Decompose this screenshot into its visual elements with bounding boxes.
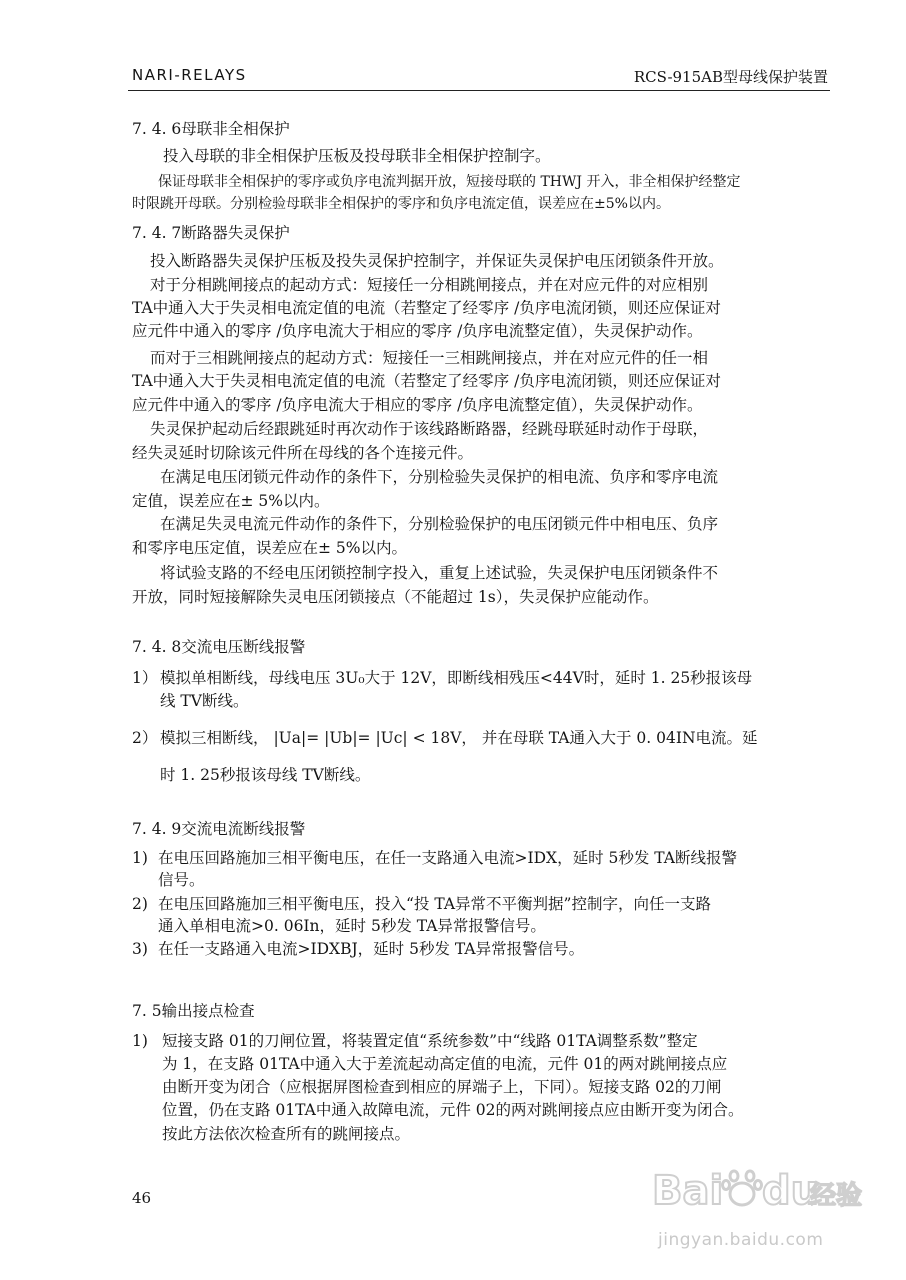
paragraph-line: 经失灵延时切除该元件所在母线的各个连接元件。 xyxy=(132,444,474,462)
paragraph-line: 对于分相跳闸接点的起动方式：短接任一分相跳闸接点，并在对应元件的对应相别 xyxy=(150,276,709,294)
paragraph-line: 保证母联非全相保护的零序或负序电流判据开放，短接母联的 THWJ 开入，非全相保护经整定 xyxy=(158,174,741,190)
list-text: 通入单相电流>0. 06In，延时 5秒发 TA异常报警信号。 xyxy=(158,917,546,935)
list-number: 1） xyxy=(132,669,158,687)
section-heading-749: 7. 4. 9交流电流断线报警 xyxy=(132,820,306,838)
paragraph-line: TA中通入大于失灵相电流定值的电流（若整定了经零序 /负序电流闭锁，则还应保证对 xyxy=(132,299,721,317)
header-title: RCS-915AB型母线保护装置 xyxy=(633,68,828,86)
list-number: 3) xyxy=(132,940,148,958)
svg-text:Bai: Bai xyxy=(652,1168,724,1214)
list-text: 由断开变为闭合（应根据屏图检查到相应的屏端子上，下同）。短接支路 02的刀闸 xyxy=(162,1078,722,1096)
watermark-url: jingyan.baidu.com xyxy=(658,1230,824,1250)
section-heading-747: 7. 4. 7断路器失灵保护 xyxy=(132,224,290,242)
list-text: 为 1，在支路 01TA中通入大于差流起动高定值的电流，元件 01的两对跳闸接点应 xyxy=(162,1055,728,1073)
section-heading-746: 7. 4. 6母联非全相保护 xyxy=(132,120,290,138)
page-number: 46 xyxy=(132,1189,152,1207)
paragraph-line: 投入母联的非全相保护压板及投母联非全相保护控制字。 xyxy=(163,147,551,165)
paragraph-line: 将试验支路的不经电压闭锁控制字投入，重复上述试验，失灵保护电压闭锁条件不 xyxy=(160,564,719,582)
list-text: 线 TV断线。 xyxy=(160,692,249,710)
paragraph-line: 投入断路器失灵保护压板及投失灵保护控制字，并保证失灵保护电压闭锁条件开放。 xyxy=(150,252,724,270)
list-text: 在电压回路施加三相平衡电压，投入“投 TA异常不平衡判据”控制字，向任一支路 xyxy=(158,895,711,913)
svg-text:经验: 经验 xyxy=(810,1181,863,1211)
svg-text:du: du xyxy=(762,1168,820,1214)
list-text: 按此方法依次检查所有的跳闸接点。 xyxy=(162,1125,411,1143)
list-number: 1) xyxy=(132,849,148,867)
list-text: 在电压回路施加三相平衡电压，在任一支路通入电流>IDX，延时 5秒发 TA断线报警 xyxy=(158,849,737,867)
list-text: 位置，仍在支路 01TA中通入故障电流，元件 02的两对跳闸接点应由断开变为闭合。 xyxy=(162,1101,744,1119)
paragraph-line: 而对于三相跳闸接点的起动方式：短接任一三相跳闸接点，并在对应元件的任一相 xyxy=(150,349,709,367)
paragraph-line: 在满足电压闭锁元件动作的条件下，分别检验失灵保护的相电流、负序和零序电流 xyxy=(160,468,719,486)
section-heading-748: 7. 4. 8交流电压断线报警 xyxy=(132,638,306,656)
list-text-part: 并在母联 TA通入大于 0. 04IN电流。延 xyxy=(481,729,758,747)
baidu-jingyan-logo xyxy=(650,1160,870,1230)
list-text: 时 1. 25秒报该母线 TV断线。 xyxy=(160,766,371,784)
section-heading-75: 7. 5输出接点检查 xyxy=(132,1002,255,1020)
paragraph-line: 在满足失灵电流元件动作的条件下，分别检验保护的电压闭锁元件中相电压、负序 xyxy=(160,515,719,533)
paragraph-line: TA中通入大于失灵相电流定值的电流（若整定了经零序 /负序电流闭锁，则还应保证对 xyxy=(132,372,721,390)
paragraph-line: 应元件中通入的零序 /负序电流大于相应的零序 /负序电流整定值），失灵保护动作。 xyxy=(132,396,703,414)
paragraph-line: 时限跳开母联。分别检验母联非全相保护的零序和负序电流定值，误差应在±5%以内。 xyxy=(132,196,670,212)
paragraph-line: 应元件中通入的零序 /负序电流大于相应的零序 /负序电流整定值），失灵保护动作。 xyxy=(132,322,703,340)
header-company: NARI-RELAYS xyxy=(132,66,247,84)
list-text: 信号。 xyxy=(158,871,205,889)
list-number: 2) xyxy=(132,895,148,913)
watermark xyxy=(650,1160,870,1260)
list-text xyxy=(160,727,758,750)
list-text-part: 模拟三相断线， xyxy=(160,729,269,747)
paragraph-line: 定值，误差应在± 5%以内。 xyxy=(132,492,330,510)
list-text: 短接支路 01的刀闸位置，将装置定值“系统参数”中“线路 01TA调整系数”整定 xyxy=(162,1032,698,1050)
paragraph-line: 和零序电压定值，误差应在± 5%以内。 xyxy=(132,539,408,557)
voltage-formula: |Ua|= |Ub|= |Uc| < 18V， xyxy=(273,729,477,747)
list-number: 2） xyxy=(132,729,158,747)
list-text: 模拟单相断线，母线电压 3U₀大于 12V，即断线相残压<44V时，延时 1. 25秒报该母 xyxy=(160,669,753,687)
paragraph-line: 开放，同时短接解除失灵电压闭锁接点（不能超过 1s），失灵保护应能动作。 xyxy=(132,588,659,606)
header-rule xyxy=(128,90,830,91)
list-number: 1) xyxy=(132,1032,148,1050)
list-text: 在任一支路通入电流>IDXBJ，延时 5秒发 TA异常报警信号。 xyxy=(158,940,585,958)
paragraph-line: 失灵保护起动后经跟跳延时再次动作于该线路断路器，经跳母联延时动作于母联， xyxy=(150,420,709,438)
